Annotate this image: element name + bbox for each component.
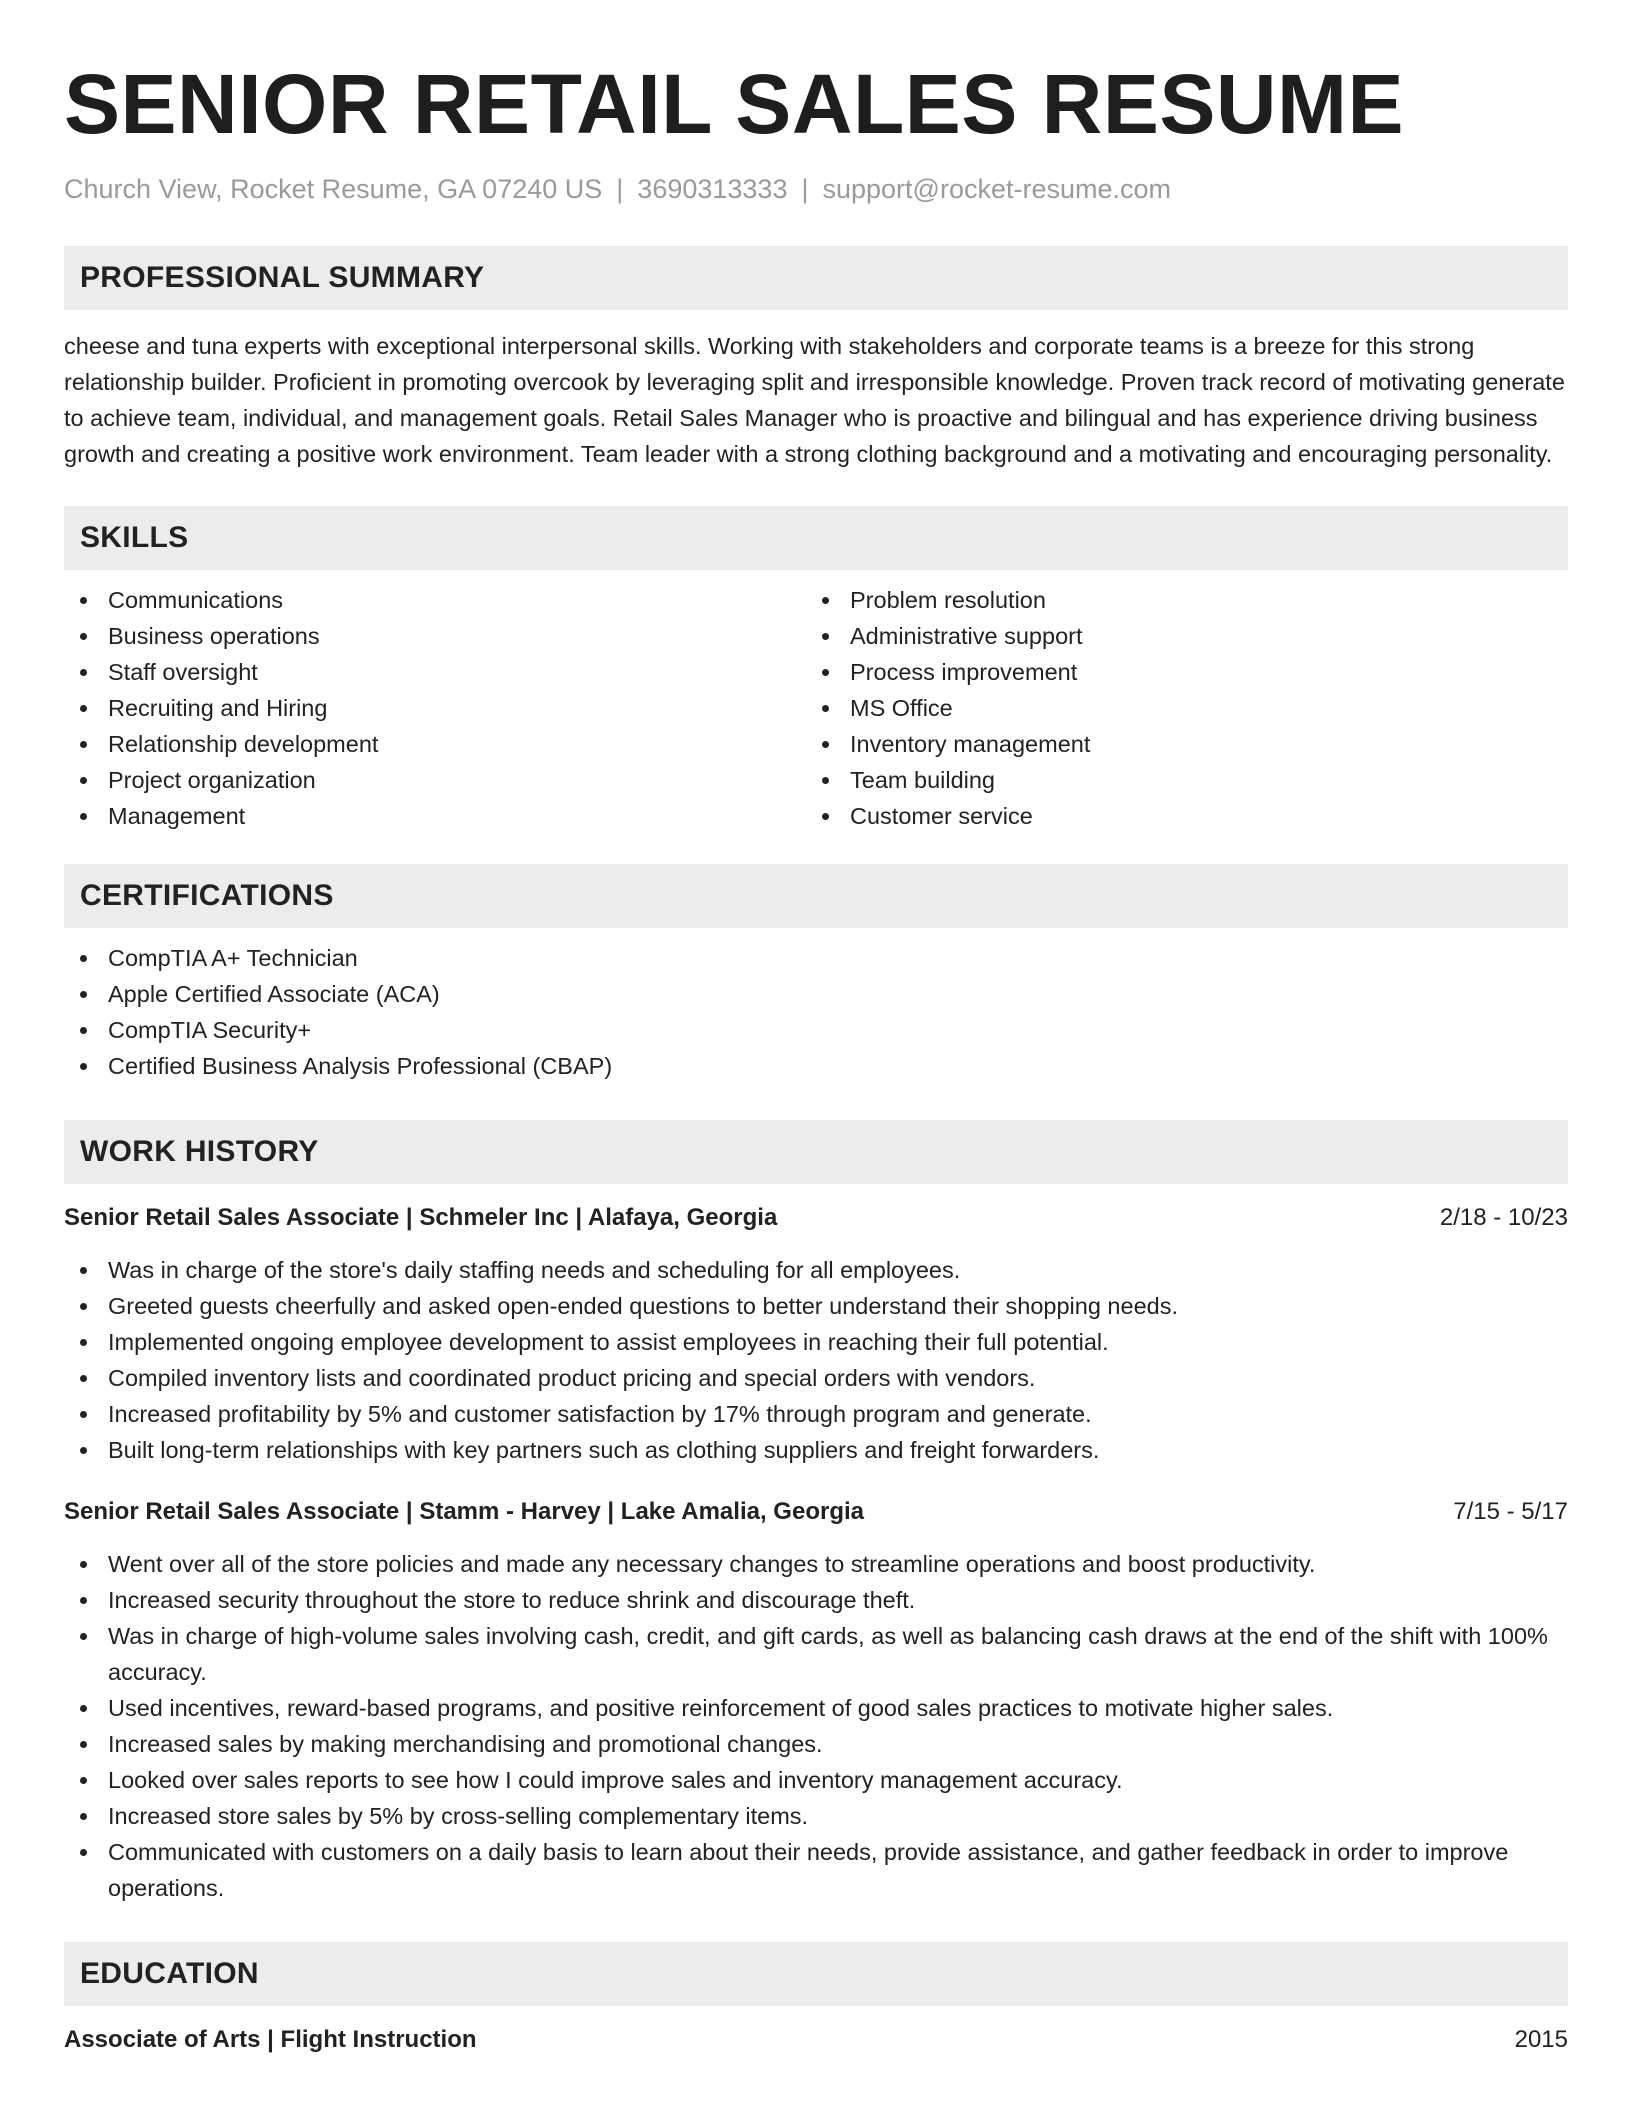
job-bullet: Went over all of the store policies and made any necessary changes to streamline operations and boost productivity. [64, 1546, 1568, 1582]
section-header-work-history: WORK HISTORY [64, 1120, 1568, 1184]
contact-email[interactable]: support@rocket-resume.com [822, 174, 1172, 204]
certification-item: Certified Business Analysis Professional (CBAP) [64, 1048, 1568, 1084]
skill-item: Process improvement [806, 654, 1548, 690]
job-entry [64, 1494, 1568, 1906]
skill-item: Customer service [806, 798, 1548, 834]
skill-item: Project organization [64, 762, 806, 798]
skill-item: Staff oversight [64, 654, 806, 690]
job-bullet: Looked over sales reports to see how I could improve sales and inventory management accuracy. [64, 1762, 1568, 1798]
job-bullet: Greeted guests cheerfully and asked open-ended questions to better understand their shopping needs. [64, 1288, 1568, 1324]
contact-line [64, 172, 1568, 206]
skill-item: MS Office [806, 690, 1548, 726]
skill-item: Relationship development [64, 726, 806, 762]
summary-text: cheese and tuna experts with exceptional interpersonal skills. Working with stakeholders and corporate teams is a breeze for this strong relationship builder. Proficient in promoting overcook by leveraging split and irresponsible knowledge. Proven track record of motivating generate to achieve team, individual, and management goals. Retail Sales Manager who is proactive and bilingual and has experience driving business growth and creating a positive work environment. Team leader with a strong clothing background and a motivating and encouraging personality. [64, 333, 1565, 467]
job-bullet: Built long-term relationships with key partners such as clothing suppliers and freight forwarders. [64, 1432, 1568, 1468]
job-bullets [64, 1546, 1568, 1906]
skill-item: Communications [64, 582, 806, 618]
job-bullet: Increased profitability by 5% and customer satisfaction by 17% through program and generate. [64, 1396, 1568, 1432]
skill-item: Administrative support [806, 618, 1548, 654]
certification-item: Apple Certified Associate (ACA) [64, 976, 1568, 1012]
contact-phone[interactable]: 3690313333 [637, 174, 788, 204]
job-title: Senior Retail Sales Associate | Schmeler Inc | Alafaya, Georgia [64, 1204, 778, 1231]
skills-list-left [64, 582, 806, 834]
section-header-education: EDUCATION [64, 1942, 1568, 2006]
section-header-certifications: CERTIFICATIONS [64, 864, 1568, 928]
education-entry [64, 2022, 1568, 2058]
skill-item: Inventory management [806, 726, 1548, 762]
contact-separator: | [616, 174, 624, 204]
job-bullet: Increased sales by making merchandising and promotional changes. [64, 1726, 1568, 1762]
contact-separator: | [801, 174, 809, 204]
skill-item: Problem resolution [806, 582, 1548, 618]
certification-item: CompTIA Security+ [64, 1012, 1568, 1048]
certifications-list [64, 940, 1568, 1084]
resume-title: SENIOR RETAIL SALES RESUME [64, 57, 1405, 151]
job-header [64, 1200, 1568, 1236]
skill-item: Management [64, 798, 806, 834]
section-header-summary: PROFESSIONAL SUMMARY [64, 246, 1568, 310]
skills-grid [64, 582, 1568, 834]
job-bullet: Was in charge of high-volume sales involving cash, credit, and gift cards, as well as balancing cash draws at the end of the shift with 100% accuracy. [64, 1618, 1568, 1690]
skills-list-right [806, 582, 1548, 834]
job-header [64, 1494, 1568, 1530]
contact-address: Church View, Rocket Resume, GA 07240 US [64, 174, 603, 204]
job-bullet: Was in charge of the store's daily staffing needs and scheduling for all employees. [64, 1252, 1568, 1288]
skill-item: Recruiting and Hiring [64, 690, 806, 726]
job-bullet: Increased security throughout the store to reduce shrink and discourage theft. [64, 1582, 1568, 1618]
job-title: Senior Retail Sales Associate | Stamm - Harvey | Lake Amalia, Georgia [64, 1498, 864, 1525]
certification-item: CompTIA A+ Technician [64, 940, 1568, 976]
job-bullet: Increased store sales by 5% by cross-selling complementary items. [64, 1798, 1568, 1834]
job-bullet: Communicated with customers on a daily basis to learn about their needs, provide assistance, and gather feedback in order to improve operations. [64, 1834, 1568, 1906]
job-bullet: Compiled inventory lists and coordinated product pricing and special orders with vendors. [64, 1360, 1568, 1396]
skill-item: Team building [806, 762, 1548, 798]
job-entry [64, 1200, 1568, 1468]
education-degree: Associate of Arts | Flight Instruction [64, 2026, 477, 2053]
job-dates: 7/15 - 5/17 [1453, 1498, 1568, 1525]
skill-item: Business operations [64, 618, 806, 654]
job-bullets [64, 1252, 1568, 1468]
education-year: 2015 [1514, 2026, 1568, 2053]
job-dates: 2/18 - 10/23 [1439, 1204, 1568, 1231]
job-bullet: Used incentives, reward-based programs, and positive reinforcement of good sales practices to motivate higher sales. [64, 1690, 1568, 1726]
job-bullet: Implemented ongoing employee development to assist employees in reaching their full potential. [64, 1324, 1568, 1360]
section-header-skills: SKILLS [64, 506, 1568, 570]
